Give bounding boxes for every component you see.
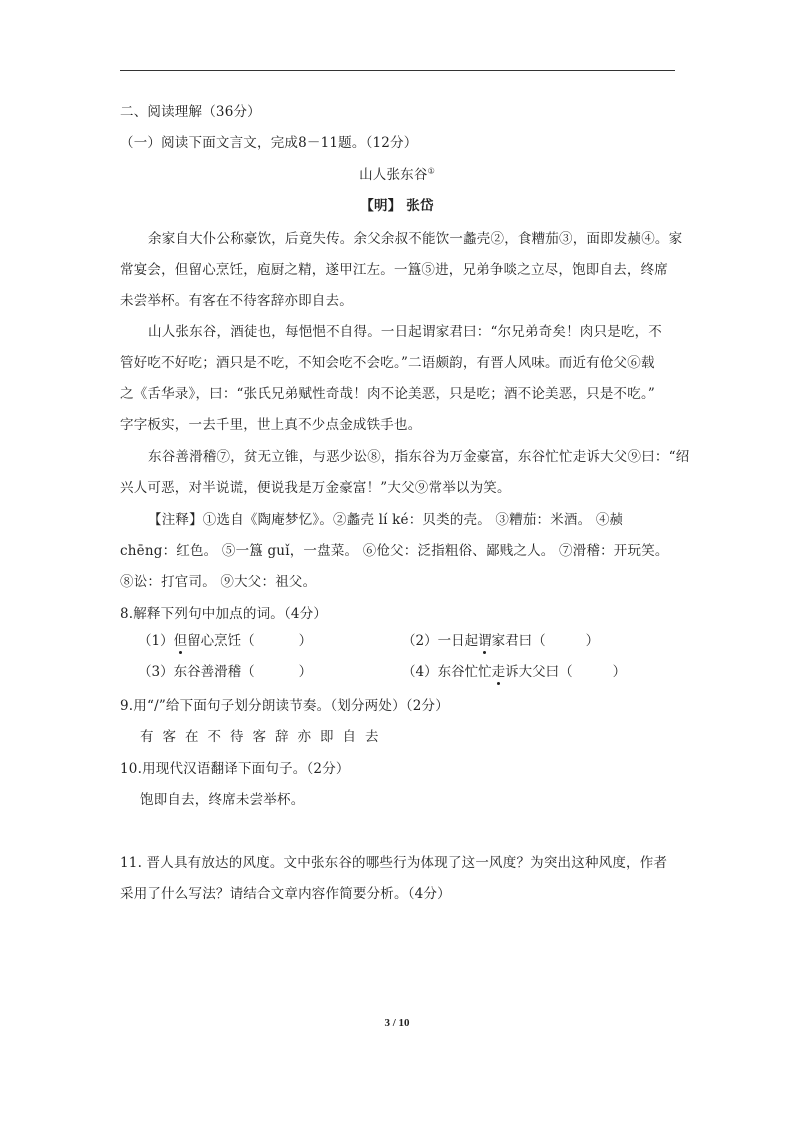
q8-item-num: （4） (402, 664, 438, 680)
q11-line: 11. 晋人具有放达的风度。文中张东谷的哪些行为体现了这一风度？为突出这种风度，作者 (120, 855, 668, 871)
q8-item-num: （2） (402, 633, 438, 649)
q8-item-num: （3） (138, 664, 174, 680)
paragraph-line: 常宴会，但留心烹饪，庖厨之精，遂甲江左。一簋⑤进，兄弟争啖之立尽，饱即自去，终席 (120, 262, 668, 278)
q8-item-3 (138, 663, 312, 681)
header-rule (120, 70, 675, 71)
paragraph-line: 余家自大仆公称豪饮，后竟失传。余父余叔不能饮一蠡壳②，食糟茄③，面即发赪④。家 (148, 231, 683, 247)
q8-item-post: 诉大父曰（ (505, 664, 573, 680)
notes-line: chēng：红色。 ⑤一簋 guǐ，一盘菜。 ⑥伧父：泛指粗俗、鄙贱之人。 ⑦滑稽：开玩笑。 (120, 543, 669, 559)
q8-item-pre: 东谷善 (173, 664, 215, 680)
q11-line: 采用了什么写法？请结合文章内容作简要分析。（4分） (120, 886, 451, 902)
page-number: 3 / 10 (384, 1017, 410, 1029)
paragraph-line: 山人张东谷，酒徒也，每悒悒不自得。一日起谓家君曰：“尔兄弟奇矣！肉只是吃，不 (148, 324, 663, 340)
notes-line: 【注释】①选自《陶庵梦忆》。②蠡壳 lí ké：贝类的壳。 ③糟茄：米酒。 ④赪 (148, 512, 624, 528)
q9-sentence: 有客在不待客辞亦即自去 (140, 729, 388, 745)
q8-item-post: 家君曰（ (491, 633, 546, 649)
paragraph-line: 兴人可恶，对半说谎，便说我是万金豪富！”大父⑨常举以为笑。 (120, 480, 511, 496)
sub-title: （一）阅读下面文言文，完成8－11题。（12分） (120, 135, 418, 151)
q8-dotted-word: 谓 (478, 633, 492, 649)
q8-item-close: ） (298, 633, 313, 649)
q8-item-close: ） (612, 664, 627, 680)
q8-dotted-word: 走 (491, 664, 506, 680)
paragraph-line: 字字板实，一去千里，世上真不少点金成铁手也。 (120, 417, 422, 433)
q8-item-close: ） (298, 664, 313, 680)
q8-item-pre: 东谷忙忙 (437, 664, 492, 680)
q8-item-close: ） (585, 633, 600, 649)
q8-item-post: 留心烹饪（ (187, 633, 255, 649)
q9-stem: 9.用“/”给下面句子划分朗读节奏。（划分两处）（2分） (120, 698, 449, 714)
paragraph-line: 管好吃不好吃；酒只是不吃，不知会吃不会吃。”二语颇韵，有晋人风味。而近有伧父⑥载 (120, 355, 655, 371)
paragraph-line: 东谷善滑稽⑦，贫无立锥，与恶少讼⑧，指东谷为万金豪富，东谷忙忙走诉大父⑨曰：“绍 (148, 449, 690, 465)
passage-title (0, 166, 794, 184)
q8-dotted-word: 滑稽 (214, 664, 242, 680)
notes-line: ⑧讼：打官司。 ⑨大父：祖父。 (120, 574, 317, 590)
q8-item-num: （1） (138, 633, 174, 649)
q8-item-1 (138, 632, 312, 650)
paragraph-line: 之《舌华录》，曰：“张氏兄弟赋性奇哉！肉不论美恶，只是吃；酒不论美恶，只是不吃。” (120, 386, 656, 402)
q8-item-pre: 一日起 (437, 633, 479, 649)
passage-title-note: ① (427, 166, 435, 176)
q8-stem: 8.解释下列句中加点的词。（4分） (120, 606, 328, 622)
q8-item-post: （ (241, 664, 255, 680)
passage-title-text: 山人张东谷 (359, 167, 428, 183)
q8-dotted-word: 但 (173, 633, 188, 649)
section-title: 二、阅读理解（36分） (120, 104, 261, 120)
q8-item-2 (402, 632, 599, 650)
passage-author: 【明】 张岱 (360, 198, 434, 214)
q8-item-4 (402, 663, 626, 681)
paragraph-line: 未尝举杯。有客在不待客辞亦即自去。 (120, 293, 353, 309)
q10-stem: 10.用现代汉语翻译下面句子。（2分） (120, 761, 350, 777)
q10-sentence: 饱即自去，终席未尝举杯。 (140, 792, 305, 808)
